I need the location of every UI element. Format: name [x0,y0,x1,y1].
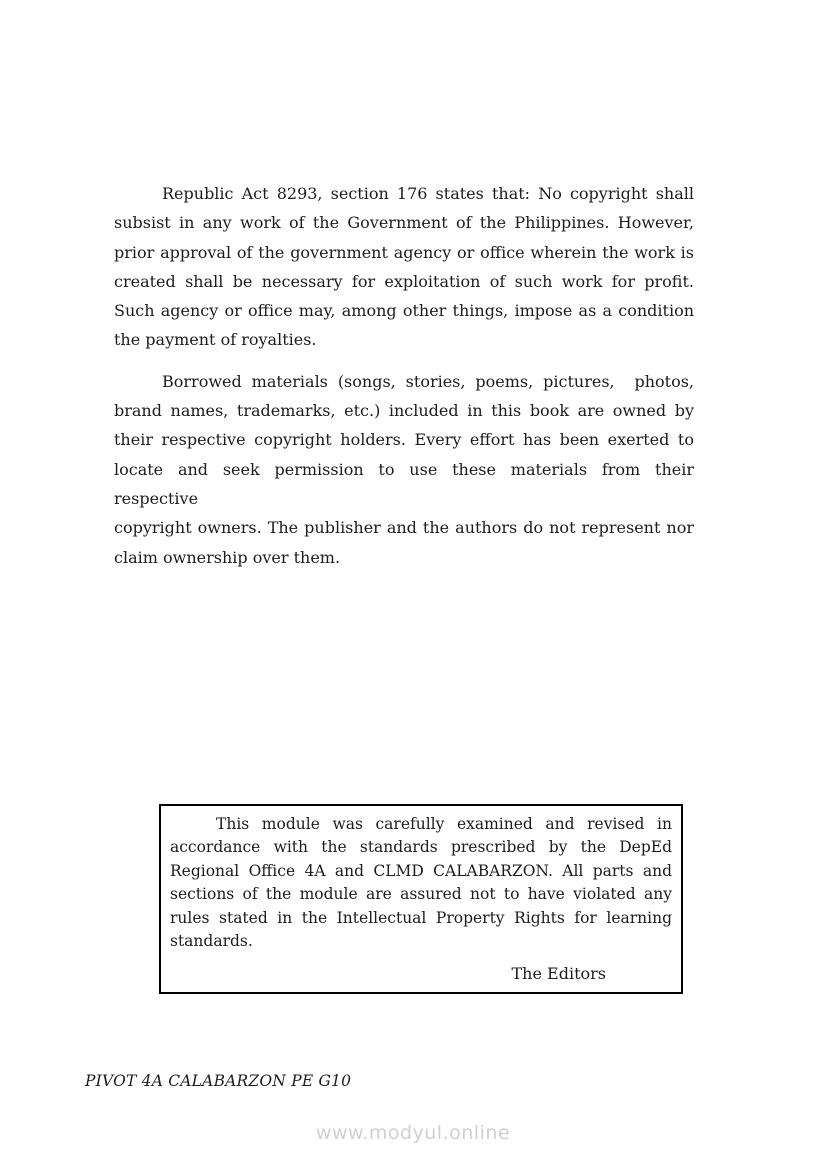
notice-text [170,813,672,953]
text-line: Regional Office 4A and CLMD CALABARZON. All parts and [170,861,672,880]
text-line: claim ownership over them. [114,547,341,567]
notice-signature: The Editors [511,964,606,984]
copyright-text-block [114,179,694,572]
text-line: copyright owners. The publisher and the authors do not represent nor [114,518,694,538]
text-line: Republic Act 8293, section 176 states that: No copyright shall [162,184,694,203]
text-line: standards. [170,932,253,951]
notice-box [159,804,683,994]
watermark: www.modyul.online [315,1122,511,1144]
text-line: Borrowed materials (songs, stories, poems, pictures, photos, [162,371,694,391]
copyright-paragraph [114,179,694,355]
text-line: accordance with the standards prescribed by the DepEd [170,838,672,857]
text-line: brand names, trademarks, etc.) included in this book are owned by [114,401,694,421]
text-line: locate and seek permission to use these materials from their respective [114,459,694,508]
text-line: subsist in any work of the Government of the Philippines. However, [114,213,694,233]
text-line: prior approval of the government agency or office wherein the work is [114,242,694,262]
text-line: This module was carefully examined and revised in [216,815,672,833]
text-line: the payment of royalties. [114,330,317,350]
text-line: Such agency or office may, among other things, impose as a condition [114,301,694,321]
text-line: rules stated in the Intellectual Property Rights for learning [170,908,672,927]
text-line: their respective copyright holders. Every effort has been exerted to [114,430,694,450]
text-line: sections of the module are assured not to have violated any [170,885,672,904]
footer-label: PIVOT 4A CALABARZON PE G10 [85,1072,352,1090]
text-line: created shall be necessary for exploitation of such work for profit. [114,271,694,291]
borrowed-materials-paragraph [114,367,694,572]
